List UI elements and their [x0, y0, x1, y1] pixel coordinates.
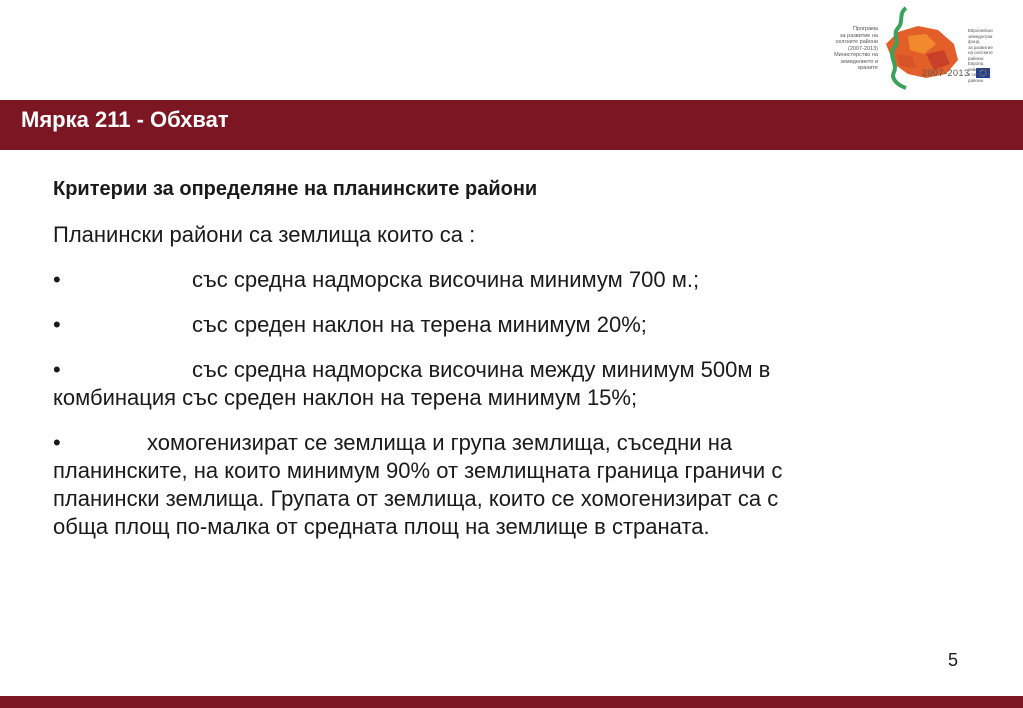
logo-right-line: Европа инвестира — [968, 61, 990, 72]
logo-left-caption — [826, 26, 878, 72]
list-item-text-continued: обща площ по-малка от средната площ на землище в страната. — [53, 514, 710, 539]
bullet-icon: • — [53, 430, 61, 455]
list-item — [53, 266, 998, 294]
logo-right-line: Европейски — [968, 28, 993, 33]
list-item-text: със среден наклон на терена минимум 20%; — [192, 312, 647, 337]
bullet-icon: • — [53, 357, 61, 382]
list-item-text: хомогенизират се землища и група землища, съседни на — [147, 430, 733, 455]
list-item — [53, 311, 998, 339]
logo-left-line: Министерство на — [834, 52, 878, 58]
list-item — [53, 429, 998, 541]
logo-left-line: селските райони — [835, 39, 878, 45]
intro-text: Планински райони са землища които са : — [53, 222, 476, 247]
logo-right-line: на селските райони: — [968, 50, 993, 61]
logo-left-line: храните — [857, 65, 878, 71]
logo-right-line: за развитие — [968, 44, 993, 50]
list-item-text-continued: планински землища. Групата от землища, които се хомогенизират са с — [53, 486, 779, 511]
slide-body — [53, 175, 998, 558]
program-logo — [826, 4, 998, 90]
logo-left-line: Програма — [852, 26, 878, 32]
list-item-text-continued: комбинация със среден наклон на терена минимум 15%; — [53, 385, 638, 410]
page-number: 5 — [948, 650, 959, 670]
logo-left-line: земеделието и — [840, 58, 878, 65]
logo-right-line: в селските райони — [968, 72, 991, 83]
logo-left-line: (2007-2013) — [848, 45, 878, 52]
list-item-text: със средна надморска височина между минимум 500м в — [192, 357, 771, 382]
logo-right-line: земеделски фонд — [968, 33, 993, 44]
logo-years: 2007-2013 — [922, 68, 970, 78]
bullet-icon: • — [53, 267, 61, 292]
slide-title: Мярка 211 - Обхват — [21, 107, 229, 132]
list-item-text: със средна надморска височина минимум 700 м.; — [192, 267, 700, 292]
logo-right-caption — [968, 28, 1000, 83]
logo-left-line: за развитие на — [840, 32, 878, 39]
list-item — [53, 356, 998, 412]
list-item-text-continued: планинските, на които минимум 90% от землищната граница граничи с — [53, 458, 783, 483]
section-heading: Критерии за определяне на планинските райони — [53, 178, 538, 200]
bullet-icon: • — [53, 312, 61, 337]
footer-bar — [0, 696, 1023, 708]
